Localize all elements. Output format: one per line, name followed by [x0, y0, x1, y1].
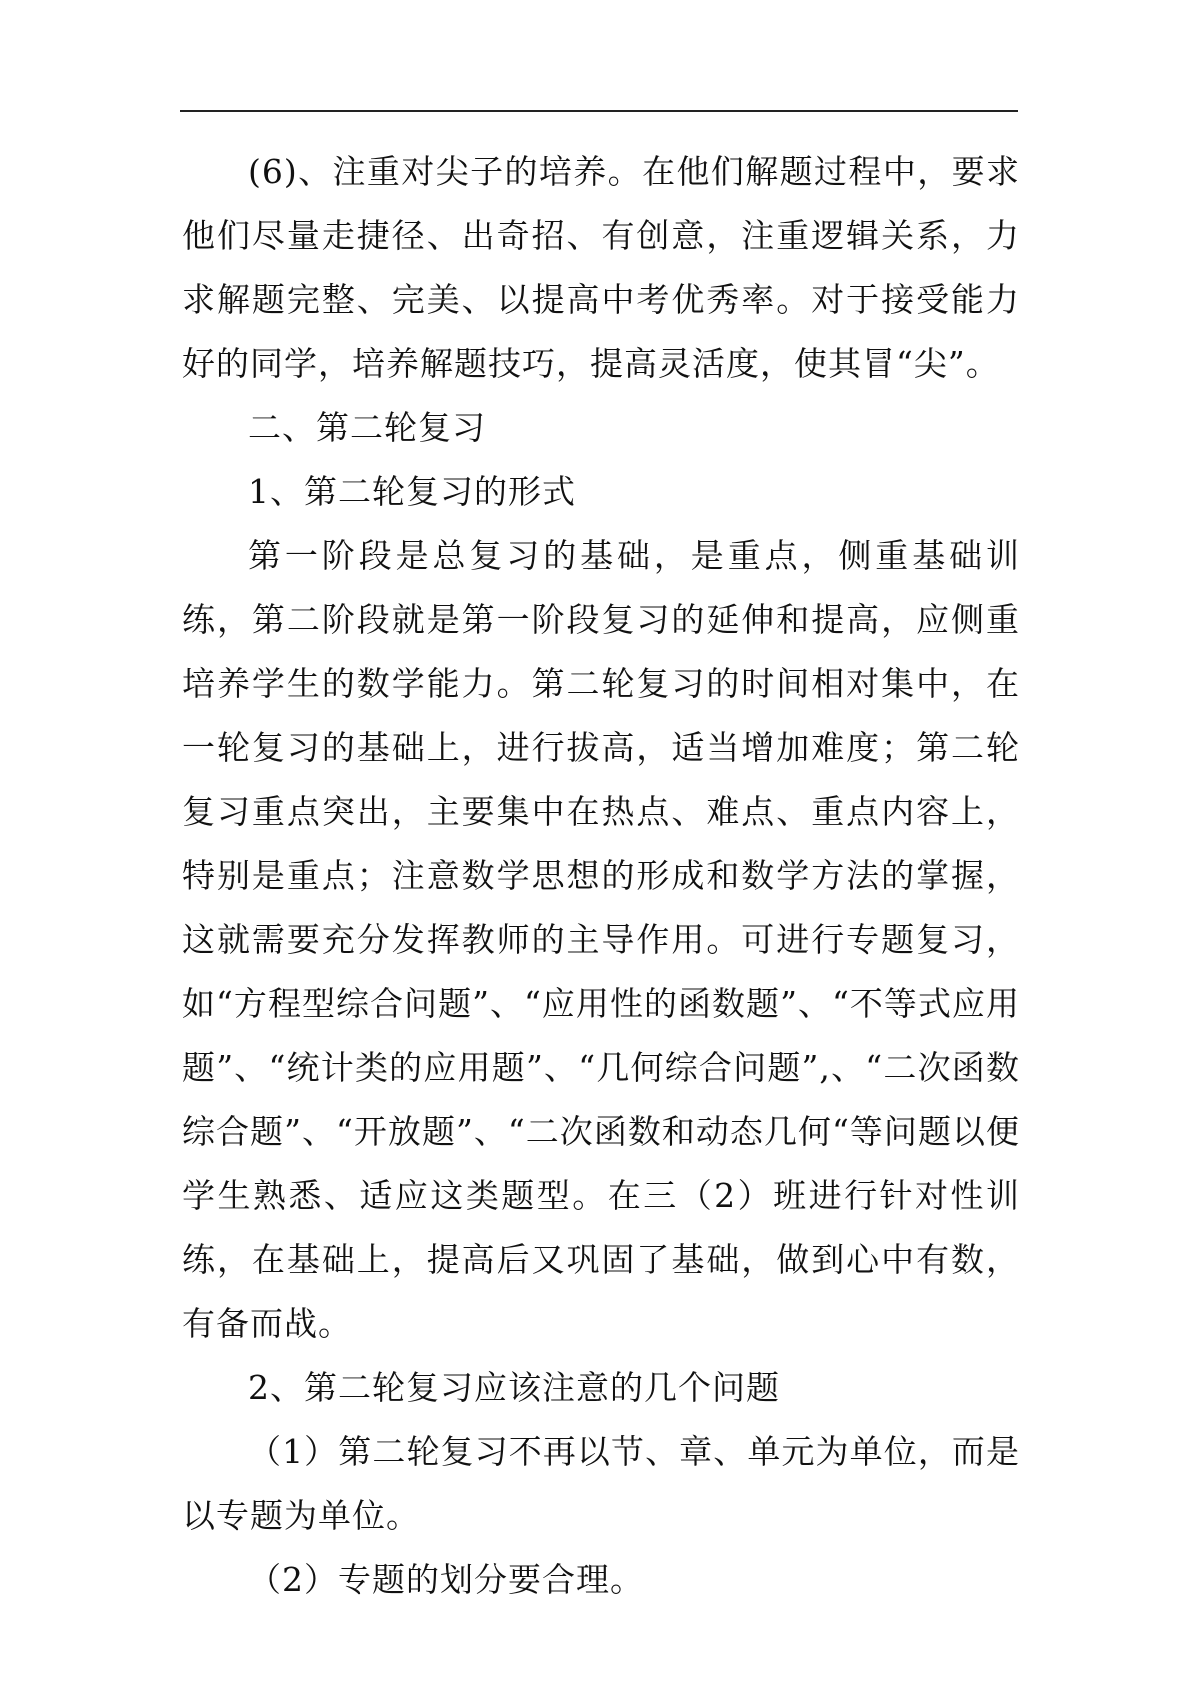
- paragraph-top-students: (6)、注重对尖子的培养。在他们解题过程中，要求他们尽量走捷径、出奇招、有创意，注重逻辑关系，力求解题完整、完美、以提高中考优秀率。对于接受能力好的同学，培养解题技巧，提高灵活度，使其冒“尖”。: [182, 152, 1020, 383]
- paragraph-issue-2: （2）专题的划分要合理。: [248, 1560, 644, 1599]
- document-body: [182, 140, 1020, 1612]
- subheading-second-round-issues: 2、第二轮复习应该注意的几个问题: [248, 1368, 780, 1407]
- paragraph-issue-1: （1）第二轮复习不再以节、章、单元为单位，而是以专题为单位。: [182, 1432, 1020, 1535]
- subheading-second-round-form: 1、第二轮复习的形式: [248, 472, 576, 511]
- heading-second-round-review: 二、第二轮复习: [248, 408, 486, 447]
- header-rule: [180, 110, 1018, 112]
- paragraph-second-round-description: 第一阶段是总复习的基础，是重点，侧重基础训练，第二阶段就是第一阶段复习的延伸和提高，应侧重培养学生的数学能力。第二轮复习的时间相对集中，在一轮复习的基础上，进行拔高，适当增加难度；第二轮复习重点突出，主要集中在热点、难点、重点内容上，特别是重点；注意数学思想的形成和数学方法的掌握，这就需要充分发挥教师的主导作用。可进行专题复习，如“方程型综合问题”、“应用性的函数题”、“不等式应用题”、“统计类的应用题”、“几何综合问题”,、“二次函数综合题”、“开放题”、“二次函数和动态几何“等问题以便学生熟悉、适应这类题型。在三（2）班进行针对性训练，在基础上，提高后又巩固了基础，做到心中有数，有备而战。: [182, 536, 1020, 1343]
